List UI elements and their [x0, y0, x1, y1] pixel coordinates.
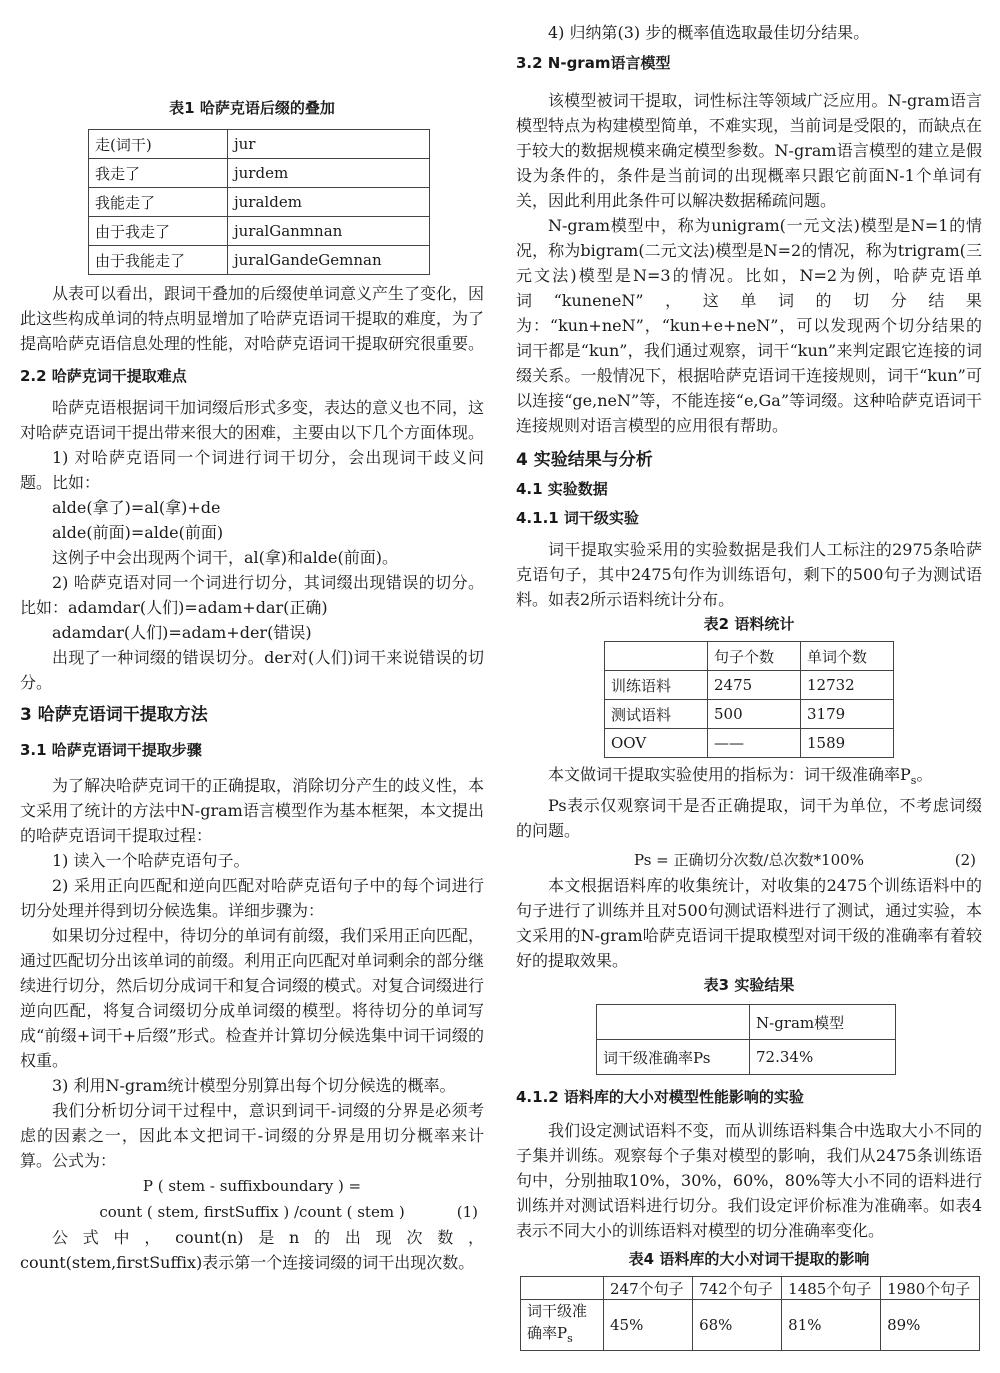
text-span: 。: [916, 765, 933, 784]
paragraph: 1) 读入一个哈萨克语句子。: [52, 851, 250, 870]
subscript: s: [567, 1332, 573, 1346]
table-row: [89, 130, 430, 159]
text-span: 词干级准确率P: [527, 1302, 588, 1343]
section-heading: 3 哈萨克语词干提取方法: [20, 705, 208, 725]
paragraph: Ps表示仅观察词干是否正确提取，词干为单位，不考虑词缀的问题。: [516, 796, 982, 841]
table-cell: jur: [228, 130, 430, 159]
table-cell: [605, 642, 708, 671]
table-row: [89, 246, 430, 275]
paragraph: 哈萨克语根据词干加词缀后形式多变，表达的意义也不同，这对哈萨克语词干提出带来很大的困难，主要由以下几个方面体现。: [20, 398, 485, 442]
table2: [604, 641, 894, 758]
formula-bottom: count ( stem, firstSuffix ) /count ( stem ): [99, 1203, 405, 1221]
formula-2: [516, 847, 982, 873]
paragraph: N-gram模型中，称为unigram(一元文法)模型是N=1的情况，称为bigram(二元文法)模型是N=2的情况，称为trigram(三元文法)模型是N=3的情况。比如，N=2为例，哈萨克语单词“kuneneN”，这单词的切分结果为：“kun+neN”，“kun+e+neN”，可以发现两个切分结果的词干都是“kun”，我们通过观察，词干“kun”来判定跟它连接的词缀关系。一般情况下，根据哈萨克语词干连接规则，词干“kun”可以连接“ge,neN”等，不能连接“e,Ga”等词缀。这种哈萨克语词干连接规则对语言模型的应用很有帮助。: [516, 216, 982, 435]
section-heading: 4.1 实验数据: [516, 480, 608, 498]
table-cell: [521, 1300, 604, 1351]
example-line: alde(前面)=alde(前面): [52, 523, 224, 542]
table4: [520, 1276, 980, 1351]
table-row: [521, 1300, 980, 1351]
table-cell: 3179: [801, 700, 894, 729]
table-cell: 247个句子: [604, 1277, 693, 1300]
table-cell: juralGandeGemnan: [228, 246, 430, 275]
left-column: [20, 0, 484, 1275]
table4-caption: 表4 语料库的大小对词干提取的影响: [628, 1250, 870, 1269]
table-row: [605, 642, 894, 671]
table-cell: 由于我走了: [89, 217, 228, 246]
table3: [596, 1004, 896, 1075]
paragraph: 3) 利用N-gram统计模型分别算出每个切分候选的概率。: [52, 1076, 456, 1095]
table-cell: 我走了: [89, 159, 228, 188]
table-cell: 单词个数: [801, 642, 894, 671]
table-cell: 我能走了: [89, 188, 228, 217]
text-span: 本文做词干提取实验使用的指标为：词干级准确率P: [548, 765, 911, 784]
table-cell: jurdem: [228, 159, 430, 188]
table-row: [605, 729, 894, 758]
table-cell: OOV: [605, 729, 708, 758]
section-heading: 2.2 哈萨克词干提取难点: [20, 367, 187, 385]
table-row: [89, 217, 430, 246]
table-cell: 由于我能走了: [89, 246, 228, 275]
table-row: [605, 671, 894, 700]
example-line: alde(拿了)=al(拿)+de: [52, 498, 221, 517]
paragraph: 为了解决哈萨克词干的正确提取，消除切分产生的歧义性，本文采用了统计的方法中N-gram语言模型作为基本框架，本文提出的哈萨克语词干提取过程：: [20, 776, 485, 845]
table-cell: 测试语料: [605, 700, 708, 729]
table-cell: 68%: [693, 1300, 782, 1351]
table-cell: 500: [708, 700, 801, 729]
formula-top: P ( stem - suffixboundary ) =: [142, 1177, 362, 1195]
section-heading: 4.1.2 语料库的大小对模型性能影响的实验: [516, 1088, 804, 1107]
table-row: [89, 188, 430, 217]
section-heading: 3.1 哈萨克语词干提取步骤: [20, 741, 202, 759]
table-cell: 89%: [881, 1300, 980, 1351]
right-column: [516, 0, 982, 1351]
section-heading: 4.1.1 词干级实验: [516, 509, 639, 527]
paragraph: 我们设定测试语料不变，而从训练语料集合中选取大小不同的子集并训练。观察每个子集对模型的影响，我们从2475条训练语句中，分别抽取10%，30%，60%，80%等大小不同的语料进行训练并对测试语料进行切分。我们设定评价标准为准确率。如表4表示不同大小的训练语料对模型的切分准确率变化。: [516, 1121, 982, 1241]
paragraph: 4) 归纳第(3) 步的概率值选取最佳切分结果。: [548, 23, 870, 42]
paragraph: 出现了一种词缀的错误切分。der对(人们)词干来说错误的切分。: [20, 648, 484, 692]
table-row: [597, 1040, 896, 1075]
table-cell: N-gram模型: [750, 1005, 896, 1040]
subscript: s: [910, 774, 917, 788]
table-row: [521, 1277, 980, 1300]
table-row: [597, 1005, 896, 1040]
paragraph: 我们分析切分词干过程中，意识到词干-词缀的分界是必须考虑的因素之一，因此本文把词干-词缀的分界是用切分概率来计算。公式为：: [20, 1101, 484, 1170]
example-line: 这例子中会出现两个词干，al(拿)和alde(前面)。: [52, 548, 398, 567]
table-cell: 1485个句子: [782, 1277, 881, 1300]
table-cell: 2475: [708, 671, 801, 700]
table-cell: 742个句子: [693, 1277, 782, 1300]
paragraph: 1) 对哈萨克语同一个词进行词干切分，会出现词干歧义问题。比如：: [20, 448, 484, 492]
paragraph: 公式中，count(n)是n的出现次数，count(stem,firstSuffix)表示第一个连接词缀的词干出现次数。: [20, 1228, 484, 1272]
paragraph: 该模型被词干提取，词性标注等领域广泛应用。N-gram语言模型特点为构建模型简单，不难实现，当前词是受限的，而缺点在于较大的数据规模来确定模型参数。N-gram语言模型的建立是假设为条件的，条件是当前词的出现概率只跟它前面N-1个单词有关，因此利用此条件可以解决数据稀疏问题。: [516, 91, 982, 210]
paragraph: 2) 采用正向匹配和逆向匹配对哈萨克语句子中的每个词进行切分处理并得到切分候选集。详细步骤为：: [20, 876, 484, 920]
table-cell: 1980个句子: [881, 1277, 980, 1300]
table1-caption: 表1 哈萨克语后缀的叠加: [169, 99, 335, 117]
table-row: [605, 700, 894, 729]
formula-1: [20, 1173, 484, 1225]
table-cell: 走(词干): [89, 130, 228, 159]
formula-number: (1): [456, 1203, 478, 1221]
paragraph: 从表可以看出，跟词干叠加的后缀使单词意义产生了变化，因此这些构成单词的特点明显增加了哈萨克语词干提取的难度，为了提高哈萨克语信息处理的性能，对哈萨克语词干提取研究很重要。: [20, 284, 485, 353]
table-cell: 训练语料: [605, 671, 708, 700]
table2-caption: 表2 语料统计: [703, 615, 795, 633]
formula-text: Ps = 正确切分次数/总次数*100%: [634, 851, 864, 870]
table-cell: [597, 1005, 750, 1040]
table3-caption: 表3 实验结果: [703, 976, 795, 995]
table-cell: [521, 1277, 604, 1300]
table-row: [89, 159, 430, 188]
table-cell: juraldem: [228, 188, 430, 217]
paragraph: 词干提取实验采用的实验数据是我们人工标注的2975条哈萨克语句子，其中2475句作为训练语句，剩下的500句子为测试语料。如表2所示语料统计分布。: [516, 540, 982, 609]
table-cell: 81%: [782, 1300, 881, 1351]
section-heading: 3.2 N-gram语言模型: [516, 54, 671, 72]
table-cell: ——: [708, 729, 801, 758]
paragraph: [516, 762, 982, 793]
paragraph: 2) 哈萨克语对同一个词进行切分，其词缀出现错误的切分。比如：adamdar(人们)=adam+dar(正确): [20, 573, 484, 617]
table-cell: 1589: [801, 729, 894, 758]
table-cell: 72.34%: [750, 1040, 896, 1075]
table-cell: 词干级准确率Ps: [597, 1040, 750, 1075]
paragraph: 如果切分过程中，待切分的单词有前缀，我们采用正向匹配，通过匹配切分出该单词的前缀。利用正向匹配对单词剩余的部分继续进行切分，然后切分成词干和复合词缀的模式。对复合词缀进行逆向匹配，将复合词缀切分成单词缀的模型。将待切分的单词写成“前缀+词干+后缀”形式。检查并计算切分候选集中词干词缀的权重。: [20, 926, 485, 1070]
example-line: adamdar(人们)=adam+der(错误): [52, 623, 312, 642]
table-cell: juralGanmnan: [228, 217, 430, 246]
table-cell: 45%: [604, 1300, 693, 1351]
section-heading: 4 实验结果与分析: [516, 450, 653, 470]
formula-number: (2): [954, 851, 976, 870]
table-cell: 句子个数: [708, 642, 801, 671]
table1: [88, 129, 430, 275]
table-cell: 12732: [801, 671, 894, 700]
paragraph: 本文根据语料库的收集统计，对收集的2475个训练语料中的句子进行了训练并且对500句测试语料进行了测试，通过实验，本文采用的N-gram哈萨克语词干提取模型对词干级的准确率有着较好的提取效果。: [516, 876, 982, 971]
